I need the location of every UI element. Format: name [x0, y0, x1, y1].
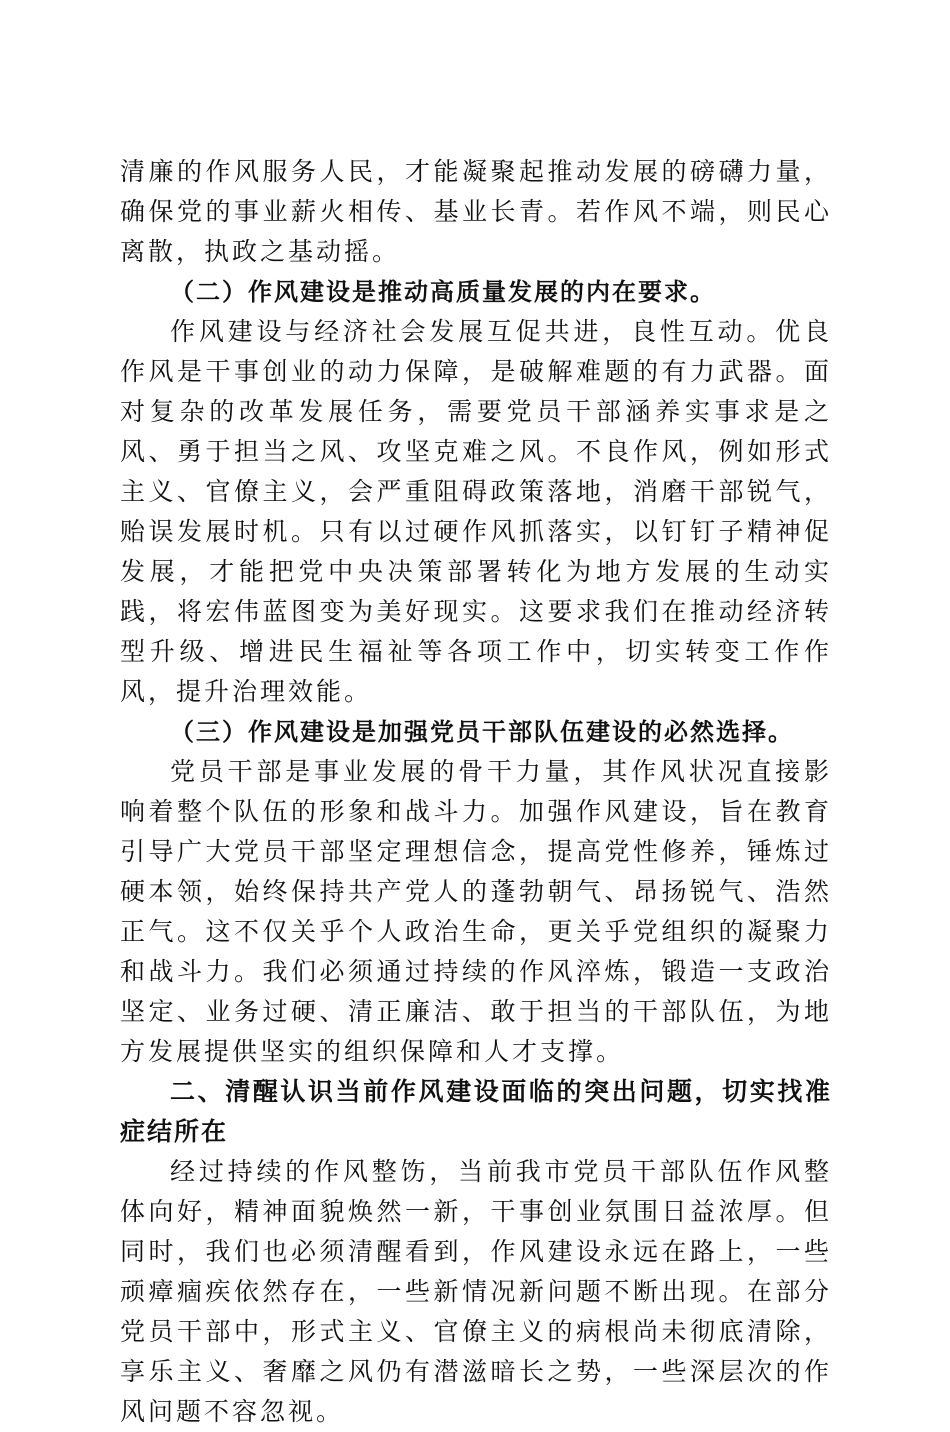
section-2-subheading: （二）作风建设是推动高质量发展的内在要求。: [170, 278, 716, 306]
document-body: [120, 152, 832, 1432]
part-2-paragraph: 经过持续的作风整饬，当前我市党员干部队伍作风整体向好，精神面貌焕然一新，干事创业氛围日益浓厚。但同时，我们也必须清醒看到，作风建设永远在路上，一些顽瘴痼疾依然存在，一些新情况新问题不断出现。在部分党员干部中，形式主义、官僚主义的病根尚未彻底清除，享乐主义、奢靡之风仍有潜滋暗长之势，一些深层次的作风问题不容忽视。: [120, 1157, 832, 1426]
part-2-heading: 二、清醒认识当前作风建设面临的突出问题，切实找准症结所在: [120, 1077, 832, 1146]
continuation-paragraph: 清廉的作风服务人民，才能凝聚起推动发展的磅礴力量，确保党的事业薪火相传、基业长青。若作风不端，则民心离散，执政之基动摇。: [120, 157, 832, 266]
section-2-paragraph: 作风建设与经济社会发展互促共进，良性互动。优良作风是干事创业的动力保障，是破解难题的有力武器。面对复杂的改革发展任务，需要党员干部涵养实事求是之风、勇于担当之风、攻坚克难之风。不良作风，例如形式主义、官僚主义，会严重阻碍政策落地，消磨干部锐气，贻误发展时机。只有以过硬作风抓落实，以钉钉子精神促发展，才能把党中央决策部署转化为地方发展的生动实践，将宏伟蓝图变为美好现实。这要求我们在推动经济转型升级、增进民生福祉等各项工作中，切实转变工作作风，提升治理效能。: [120, 317, 832, 706]
section-3-subheading: （三）作风建设是加强党员干部队伍建设的必然选择。: [170, 718, 794, 746]
section-3-paragraph: 党员干部是事业发展的骨干力量，其作风状况直接影响着整个队伍的形象和战斗力。加强作风建设，旨在教育引导广大党员干部坚定理想信念，提高党性修养，锤炼过硬本领，始终保持共产党人的蓬勃朝气、昂扬锐气、浩然正气。这不仅关乎个人政治生命，更关乎党组织的凝聚力和战斗力。我们必须通过持续的作风淬炼，锻造一支政治坚定、业务过硬、清正廉洁、敢于担当的干部队伍，为地方发展提供坚实的组织保障和人才支撑。: [120, 757, 832, 1066]
